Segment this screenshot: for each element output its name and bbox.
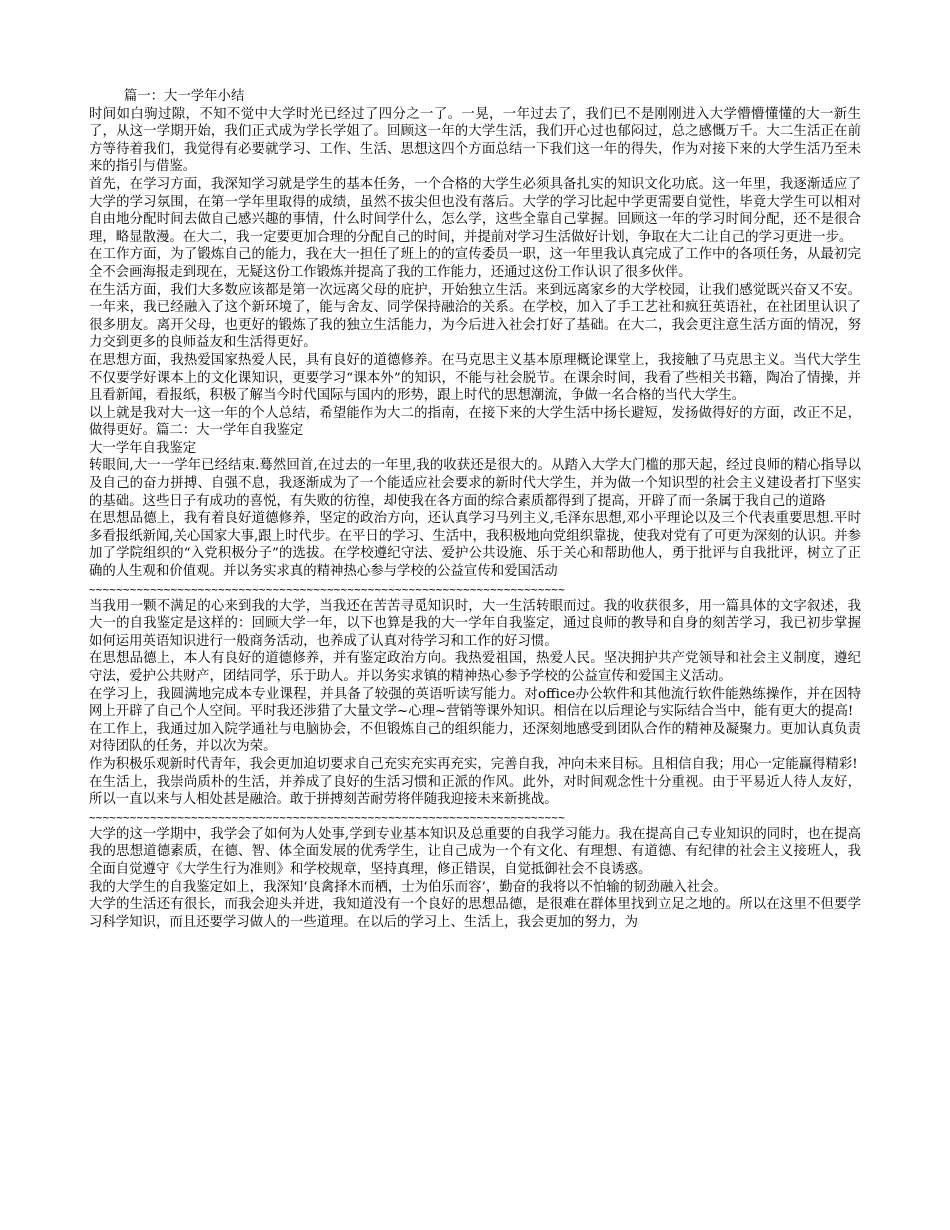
paragraph: 在工作方面，为了锻炼自己的能力，我在大一担任了班上的的宣传委员一职，这一年里我认真完成了工作中的各项任务，从最初完全不会画海报走到现在，无疑这份工作锻炼并提高了我的工作能力，还通过这份工作认识了很多伙伴。 xyxy=(89,247,861,280)
paragraph: 我的大学生的自我鉴定如上，我深知‘良禽择木而栖，士为伯乐而容’，勤奋的我将以不怕输的韧劲融入社会。 xyxy=(89,879,727,895)
paragraph: 大学的生活还有很长，而我会迎头并进，我知道没有一个良好的思想品德，是很难在群体里找到立足之地的。所以在这里不但要学习科学知识，而且还要学习做人的一些道理。在以后的学习上、生活上，我会更加的努力，为 xyxy=(89,897,861,930)
paragraph: 大学的这一学期中，我学会了如何为人处事,学到专业基本知识及总重要的自我学习能力。我在提高自己专业知识的同时，也在提高我的思想道德素质，在德、智、体全面发展的优秀学生，让自己成为一个有文化、有理想、有道德、有纪律的社会主义接班人，我全面自觉遵守《大学生行为准则》和学校规章，坚持真理，修正错误，自觉抵御社会不良诱惑。 xyxy=(89,826,861,877)
subheading: 大一学年自我鉴定 xyxy=(89,440,197,456)
paragraph: 在生活上，我崇尚质朴的生活，并养成了良好的生活习惯和正派的作风。此外，对时间观念性十分重视。由于平易近人待人友好，所以一直以来与人相处甚是融洽。敢于拼搏刻苦耐劳将伴随我迎接未来新挑战。 xyxy=(89,774,861,808)
paragraph: 时间如白驹过隙，不知不觉中大学时光已经过了四分之一了。一晃，一年过去了，我们已不是刚刚进入大学懵懵懂懂的大一新生了，从这一学期开始，我们正式成为学长学姐了。回顾这一年的大学生活，我们开心过也郁闷过，总之感慨万千。大二生活正在前方等待着我们，我觉得有必要就学习、工作、生活、思想这四个方面总结一下我们这一年的得失，作为对接下来的大学生活乃至未来的指引与借鉴。 xyxy=(89,106,861,175)
paragraph: 在思想品德上，本人有良好的道德修养，并有鉴定政治方向。我热爱祖国，热爱人民。坚决拥护共产党领导和社会主义制度，遵纪守法，爱护公共财产，团结同学，乐于助人。并以务实求镇的精神热心参予学校的公益宣传和爱国主义活动。 xyxy=(89,651,861,684)
paragraph: 作为积极乐观新时代青年，我会更加迫切要求自己充实充实再充实，完善自我，冲向未来目标。且相信自我；用心一定能赢得精彩! xyxy=(89,756,858,772)
paragraph: 转眼间,大一一学年已经结束.蓦然回首,在过去的一年里,我的收获还是很大的。从踏入大学大门槛的那天起，经过良师的精心指导以及自己的奋力拼搏、自强不息，我逐渐成为了一个能适应社会要求的新时代大学生，并为做一个知识型的社会主义建设者打下坚实的基础。这些日子有成功的喜悦，有失败的彷徨，却使我在各方面的综合素质都得到了提高，开辟了而一条属于我自己的道路 xyxy=(89,458,861,509)
paragraph: 首先，在学习方面，我深知学习就是学生的基本任务，一个合格的大学生必须具备扎实的知识文化功底。这一年里，我逐渐适应了大学的学习氛围，在第一学年里取得的成绩，虽然不拔尖但也没有落后。大学的学习比起中学更需要自觉性，毕竟大学生可以相对自由地分配时间去做自己感兴趣的事情，什么时间学什么，怎么学，这些全靠自己掌握。回顾这一年的学习时间分配，还不是很合理，略显散漫。在大二，我一定要更加合理的分配自己的时间，并提前对学习生活做好计划，争取在大二让自己的学习更进一步。 xyxy=(89,176,861,245)
tilde-divider: ~~~~~~~~~~~~~~~~~~~~~~~~~~~~~~~~~~~~~~~~~~~~~~~~~~~~~~~~~~~~~~~~~~~~~~ xyxy=(89,810,566,824)
section-heading: 篇一：大一学年小结 xyxy=(123,89,245,104)
paragraph: 在工作上，我通过加入院学通社与电脑协会，不但锻炼自己的组织能力，还深刻地感受到团队合作的精神及凝聚力。更加认真负责对待团队的任务，并以次为荣。 xyxy=(89,721,861,755)
paragraph: 以上就是我对大一这一年的个人总结，希望能作为大二的指南，在接下来的大学生活中扬长避短，发扬做得好的方面，改正不足，做得更好。篇二：大一学年自我鉴定 xyxy=(89,405,861,439)
paragraph: 当我用一颗不满足的心来到我的大学，当我还在苦苦寻觅知识时，大一生活转眼而过。我的收获很多，用一篇具体的文字叙述，我大一的自我鉴定是这样的：回顾大学一年，以下也算是我的大一学年自我鉴定，通过良师的教导和自身的刻苦学习，我已初步掌握如何运用英语知识进行一般商务活动，也养成了认真对待学习和工作的好习惯。 xyxy=(89,598,861,649)
tilde-divider: ~~~~~~~~~~~~~~~~~~~~~~~~~~~~~~~~~~~~~~~~~~~~~~~~~~~~~~~~~~~~~~~~~~~~~~ xyxy=(89,582,566,596)
paragraph: 在思想品德上，我有着良好道德修养，坚定的政治方向，还认真学习马列主义,毛泽东思想,邓小平理论以及三个代表重要思想.平时多看报纸新闻,关心国家大事,跟上时代步。在平日的学习、生活中，我积极地向党组织靠拢，使我对党有了可更为深刻的认识。并参加了学院组织的“入党积极分子”的选拔。在学校遵纪守法、爱护公共设施、乐于关心和帮助他人，勇于批评与自我批评，树立了正确的人生观和价值观。并以务实求真的精神热心参与学校的公益宣传和爱国活动 xyxy=(89,511,861,580)
paragraph: 在学习上，我圆满地完成本专业课程，并具备了较强的英语听读写能力。对office办公软件和其他流行软件能熟练操作，并在因特网上开辟了自己个人空间。平时我还涉猎了大量文学~心理~营销等课外知识。相信在以后理论与实际结合当中，能有更大的提高! xyxy=(89,686,861,720)
paragraph: 在思想方面，我热爱国家热爱人民，具有良好的道德修养。在马克思主义基本原理概论课堂上，我接触了马克思主义。当代大学生不仅要学好课本上的文化课知识，更要学习“课本外”的知识，不能与社会脱节。在课余时间，我看了些相关书籍，陶冶了情操，并且看新闻，看报纸，积极了解当今时代国际与国内的形势，跟上时代的思想潮流，争做一名合格的当代大学生。 xyxy=(89,352,861,404)
paragraph: 在生活方面，我们大多数应该都是第一次远离父母的庇护，开始独立生活。来到远离家乡的大学校园，让我们感觉既兴奋又不安。一年来，我已经融入了这个新环境了，能与舍友、同学保持融洽的关系。在学校，加入了手工艺社和疯狂英语社，在社团里认识了很多朋友。离开父母，也更好的锻炼了我的独立生活能力，为今后进入社会打好了基础。在大二，我会更注意生活方面的情况，努力交到更多的良师益友和生活得更好。 xyxy=(89,282,861,351)
document-body xyxy=(89,88,861,931)
